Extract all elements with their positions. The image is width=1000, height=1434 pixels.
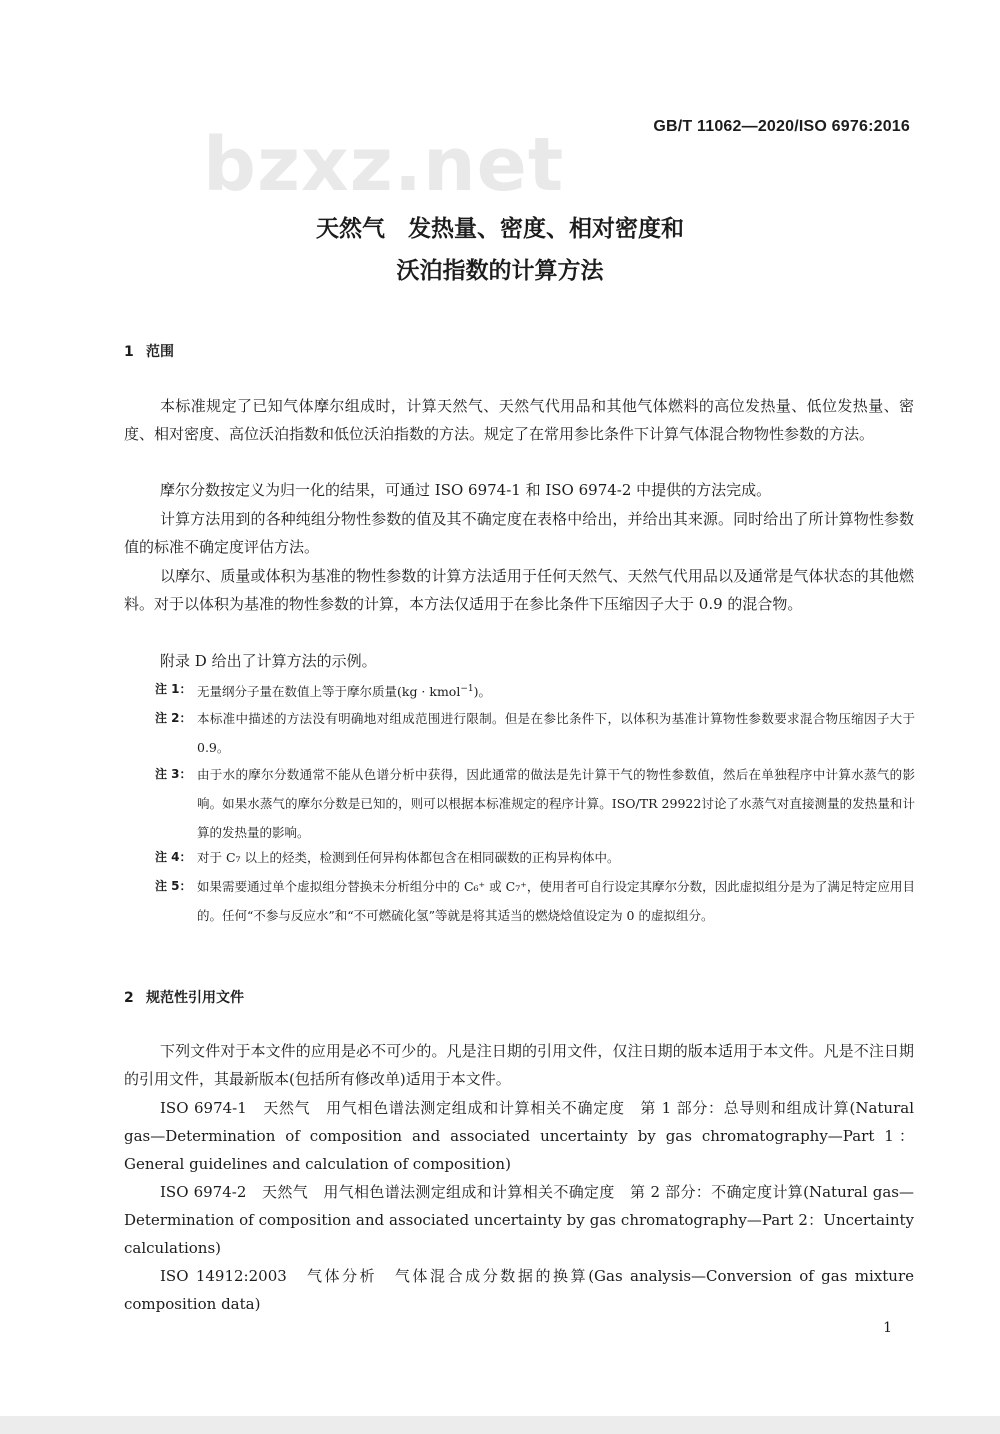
reference-entry: ISO 6974-1 天然气 用气相色谱法测定组成和计算相关不确定度 第 1 部分：总导则和组成计算(Natural gas—Determination of composition and associated uncertainty by gas chromatography—Part 1：General guidelines and calculation of composition) (124, 1099, 914, 1173)
note (155, 704, 915, 762)
note (155, 760, 915, 847)
note-text: 对于 C₇ 以上的烃类，检测到任何异构体都包含在相同碳数的正构异构体中。 (197, 850, 620, 865)
reference-entry: ISO 6974-2 天然气 用气相色谱法测定组成和计算相关不确定度 第 2 部分：不确定度计算(Natural gas—Determination of composition and associated uncertainty by gas chromatography—Part 2：Uncertainty calculations) (124, 1183, 914, 1257)
note-text-part: 无量纲分子量在数值上等于摩尔质量(kg · kmol (197, 684, 461, 700)
reference-entry: ISO 14912:2003 气体分析 气体混合成分数据的换算(Gas analysis—Conversion of gas mixture composition data) (124, 1267, 914, 1313)
note-label: 注 3： (155, 767, 192, 781)
document-title-line-1: 天然气 发热量、密度、相对密度和 (316, 216, 684, 242)
section-heading (124, 341, 174, 361)
watermark-logo: bzxz.net (203, 122, 565, 208)
page-number: 1 (883, 1320, 892, 1336)
note (155, 872, 915, 930)
note-text: 如果需要通过单个虚拟组分替换未分析组分中的 C₆⁺ 或 C₇⁺，使用者可自行设定其摩尔分数，因此虚拟组分是为了满足特定应用目的。任何“不参与反应水”和“不可燃硫化氢”等就是将其适当的燃烧焓值设定为 0 的虚拟组分。 (197, 879, 915, 923)
standard-code: GB/T 11062—2020/ISO 6976:2016 (653, 118, 910, 135)
paragraph: 计算方法用到的各种纯组分物性参数的值及其不确定度在表格中给出，并给出其来源。同时给出了所计算物性参数值的标准不确定度评估方法。 (124, 510, 914, 556)
paragraph: 本标准规定了已知气体摩尔组成时，计算天然气、天然气代用品和其他气体燃料的高位发热量、低位发热量、密度、相对密度、高位沃泊指数和低位沃泊指数的方法。规定了在常用参比条件下计算气体混合物物性参数的方法。 (124, 397, 914, 443)
note-text (197, 675, 915, 706)
note-text: 由于水的摩尔分数通常不能从色谱分析中获得，因此通常的做法是先计算干气的物性参数值，然后在单独程序中计算水蒸气的影响。如果水蒸气的摩尔分数是已知的，则可以根据本标准规定的程序计算。ISO/TR 29922讨论了水蒸气对直接测量的发热量和计算的发热量的影响。 (197, 767, 915, 840)
section-title: 规范性引用文件 (146, 990, 244, 1006)
note-text-part: )。 (473, 684, 491, 700)
document-title-line-2: 沃泊指数的计算方法 (396, 258, 604, 284)
section-number: 1 (124, 344, 134, 360)
section-title: 范围 (146, 344, 174, 360)
section-heading (124, 987, 244, 1007)
note-label: 注 2： (155, 711, 192, 725)
note-superscript: −1 (460, 684, 474, 694)
paragraph: 以摩尔、质量或体积为基准的物性参数的计算方法适用于任何天然气、天然气代用品以及通常是气体状态的其他燃料。对于以体积为基准的物性参数的计算，本方法仅适用于在参比条件下压缩因子大于 0.9 的混合物。 (124, 567, 914, 613)
note-text: 本标准中描述的方法没有明确地对组成范围进行限制。但是在参比条件下，以体积为基准计算物性参数要求混合物压缩因子大于 0.9。 (197, 711, 915, 755)
note-label: 注 4： (155, 850, 192, 864)
paragraph: 摩尔分数按定义为归一化的结果，可通过 ISO 6974-1 和 ISO 6974-2 中提供的方法完成。 (160, 481, 772, 499)
viewer-bottom-bar (0, 1416, 1000, 1434)
note-label: 注 1： (155, 682, 192, 696)
paragraph: 附录 D 给出了计算方法的示例。 (160, 652, 377, 670)
note (155, 675, 915, 706)
section-number: 2 (124, 990, 134, 1006)
paragraph: 下列文件对于本文件的应用是必不可少的。凡是注日期的引用文件，仅注日期的版本适用于本文件。凡是不注日期的引用文件，其最新版本(包括所有修改单)适用于本文件。 (124, 1042, 914, 1088)
note-label: 注 5： (155, 879, 192, 893)
note (155, 843, 915, 872)
